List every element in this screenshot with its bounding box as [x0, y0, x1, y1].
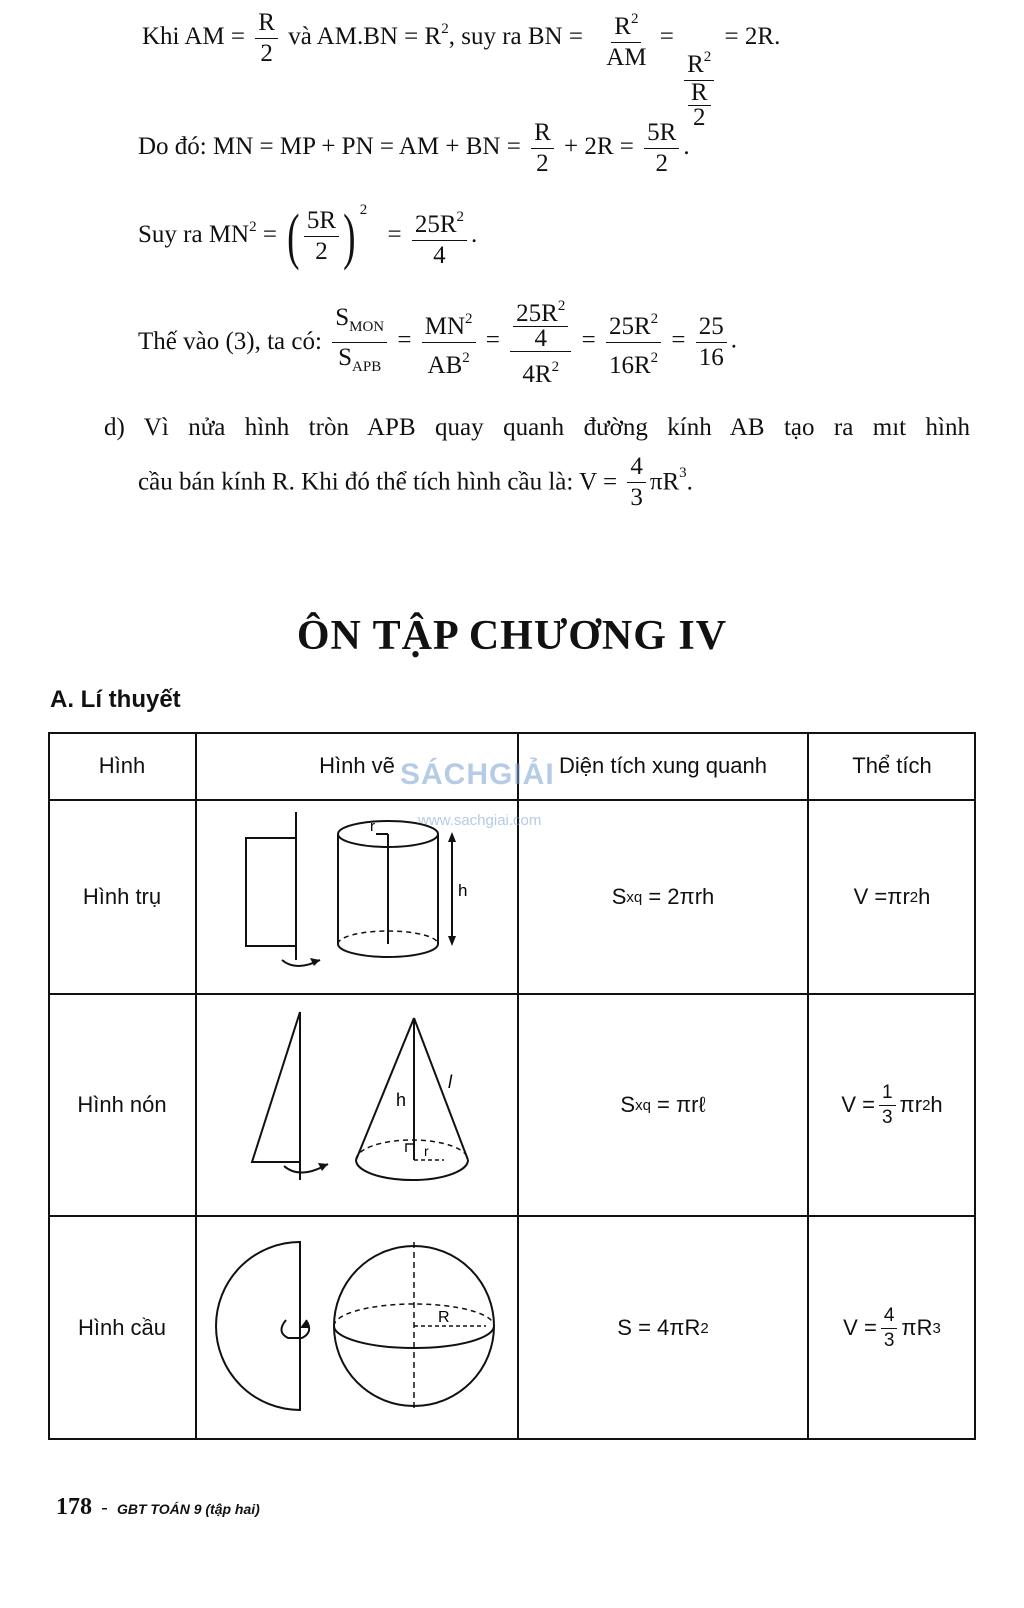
header-shape: Hình: [98, 753, 146, 778]
numerator: [611, 4, 641, 43]
numerator: [412, 202, 467, 241]
book-title: GBT TOÁN 9 (tập hai): [116, 1501, 260, 1517]
numerator: R: [255, 8, 278, 39]
solution-line-2: [138, 118, 690, 179]
text: = πrℓ: [650, 1092, 706, 1117]
numerator: [606, 304, 661, 343]
solution-d-line-1: [104, 414, 970, 442]
denominator: 2: [536, 150, 549, 177]
exponent: 2: [650, 310, 659, 327]
sphere-drawing: [196, 1216, 518, 1440]
chapter-title: ÔN TẬP CHƯƠNG IV: [296, 613, 728, 659]
row-cylinder-area: [518, 800, 808, 994]
text: AB: [427, 351, 463, 379]
equals: =: [485, 326, 500, 354]
fraction: [412, 202, 467, 271]
text: .: [683, 133, 690, 161]
cylinder-drawing: [196, 800, 518, 994]
text: Thế vào (3), ta có:: [138, 328, 322, 355]
cylinder-height-label: h: [458, 881, 468, 900]
numerator: [332, 303, 387, 343]
subscript: xq: [635, 1096, 651, 1114]
text: + 2R =: [564, 133, 634, 161]
text: .: [730, 326, 737, 354]
denominator: [335, 343, 384, 382]
text: = 2R.: [724, 23, 781, 51]
text: V =πr: [853, 884, 910, 909]
denominator: 4: [433, 242, 446, 269]
header-drawing: Hình vẽ: [319, 753, 395, 778]
exponent: 2: [922, 1096, 931, 1114]
equals: =: [387, 221, 402, 249]
text: V =: [841, 1092, 875, 1117]
solution-line-1: [142, 4, 780, 130]
text: cầu bán kính R. Khi đó thể tích hình cầu là: V =: [138, 468, 618, 496]
exponent: 2: [700, 1319, 709, 1337]
exponent: 2: [630, 11, 639, 27]
nested-fraction: [510, 294, 571, 390]
text: S: [335, 303, 350, 331]
denominator: [519, 352, 562, 390]
cylinder-radius-label: r: [370, 818, 375, 835]
row-cylinder-name: Hình trụ: [82, 884, 162, 909]
numerator: [684, 42, 714, 81]
denominator: 3: [883, 1329, 895, 1351]
page-number: 178: [56, 1494, 92, 1520]
numerator: R: [688, 81, 711, 106]
row-sphere-area: [518, 1216, 808, 1440]
text: S: [611, 884, 627, 909]
denominator: 2: [692, 104, 706, 132]
text: h: [930, 1092, 943, 1117]
numerator: 25: [696, 312, 727, 343]
numerator: R: [531, 118, 554, 149]
denominator: 16: [698, 343, 724, 371]
exponent: 2: [557, 298, 566, 314]
denominator: 3: [881, 1106, 893, 1128]
text: Khi AM =: [142, 23, 246, 51]
text: 25R: [516, 300, 558, 327]
text: πR: [901, 1315, 933, 1340]
watermark-brand: SÁCHGIẢI: [400, 758, 555, 791]
text: πR: [649, 468, 680, 496]
cone-radius-label: r: [424, 1143, 429, 1159]
text: Do đó: MN = MP + PN = AM + BN =: [138, 133, 521, 161]
cone-height-label: h: [396, 1090, 407, 1110]
row-sphere-name: Hình cầu: [77, 1315, 167, 1340]
footer-separator: -: [101, 1495, 108, 1519]
row-cylinder-volume: [808, 800, 976, 994]
text: .: [471, 221, 478, 249]
exponent: 2: [551, 359, 560, 375]
equals: =: [581, 326, 596, 354]
solution-line-3: [138, 202, 477, 271]
text: S: [338, 343, 353, 371]
text: 25R: [414, 211, 457, 238]
subscript: MON: [349, 318, 385, 335]
left-paren: (: [287, 202, 300, 271]
text: 4R: [522, 361, 552, 388]
equals: =: [262, 221, 277, 249]
fraction: [255, 8, 278, 69]
solution-line-4: [138, 294, 737, 390]
numerator: 1: [879, 1081, 896, 1106]
exponent: 2: [462, 349, 470, 366]
denominator: 2: [315, 238, 328, 265]
text: , suy ra BN =: [448, 23, 583, 51]
page-footer: [56, 1494, 260, 1521]
fraction: [606, 304, 661, 381]
exponent: 2: [703, 49, 712, 66]
denominator: [606, 343, 661, 381]
inner-fraction: [688, 81, 711, 130]
numerator: [513, 294, 568, 327]
text: d) Vì nửa hình tròn APB quay quanh đường kính AB tạo ra mıt hình: [104, 414, 970, 441]
exponent: 3: [679, 465, 687, 482]
fraction: [696, 312, 727, 373]
fraction: [603, 4, 649, 73]
denominator: 3: [630, 484, 643, 511]
watermark-url: www.sachgiai.com: [418, 812, 542, 829]
denominator: 2: [260, 40, 273, 67]
denominator: [425, 343, 473, 381]
equals: =: [671, 326, 686, 354]
text: MN: [424, 312, 466, 340]
numerator: 4: [881, 1304, 898, 1329]
text: R: [614, 13, 631, 40]
denominator: 4: [534, 325, 547, 352]
text: h: [918, 884, 931, 909]
exponent: 2: [909, 888, 919, 906]
numerator: 4: [627, 452, 646, 483]
solution-d-line-2: [138, 452, 693, 513]
fraction: [881, 1304, 898, 1353]
exponent: 2: [249, 219, 257, 236]
text: Suy ra MN: [138, 221, 250, 249]
row-cone-name: Hình nón: [77, 1092, 167, 1117]
fraction: [304, 206, 339, 267]
right-paren: ): [343, 202, 356, 271]
text: R: [687, 51, 704, 79]
numerator: 5R: [644, 118, 679, 149]
sphere-radius-label: R: [438, 1309, 450, 1326]
text: 16R: [608, 351, 651, 379]
exponent: 2: [465, 310, 473, 327]
numerator: 5R: [304, 206, 339, 237]
exponent: 2: [650, 349, 659, 366]
header-volume: Thể tích: [852, 753, 932, 778]
fraction: [627, 452, 646, 513]
row-cone-volume: [808, 994, 976, 1216]
exponent: 2: [359, 202, 368, 219]
text: V =: [843, 1315, 877, 1340]
text: S: [620, 1092, 636, 1117]
text: và AM.BN = R: [288, 23, 442, 51]
section-title: A. Lí thuyết: [50, 686, 181, 713]
numerator: [510, 294, 571, 352]
cone-drawing: [196, 994, 518, 1216]
row-cone-area: [518, 994, 808, 1216]
numerator: [422, 304, 476, 343]
inner-fraction: [513, 294, 568, 351]
subscript: APB: [352, 358, 382, 375]
exponent: 3: [932, 1319, 941, 1337]
cone-slant-label: l: [448, 1072, 452, 1092]
theory-table: [48, 732, 976, 1440]
denominator: AM: [606, 44, 647, 71]
fraction: [422, 304, 476, 381]
fraction: [644, 118, 679, 179]
equals: =: [659, 23, 674, 51]
row-sphere-volume: [808, 1216, 976, 1440]
text: .: [686, 468, 693, 496]
header-surface-area: Diện tích xung quanh: [559, 753, 767, 778]
fraction: [879, 1081, 896, 1130]
text: πr: [899, 1092, 923, 1117]
exponent: 2: [441, 21, 449, 38]
text: = 2πrh: [642, 884, 715, 909]
denominator: 2: [655, 150, 668, 177]
equals: =: [397, 326, 412, 354]
exponent: 2: [456, 209, 465, 225]
text: S = 4πR: [617, 1315, 701, 1340]
fraction: [531, 118, 554, 179]
text: 25R: [608, 312, 651, 340]
fraction: [332, 303, 387, 382]
subscript: xq: [626, 888, 643, 906]
